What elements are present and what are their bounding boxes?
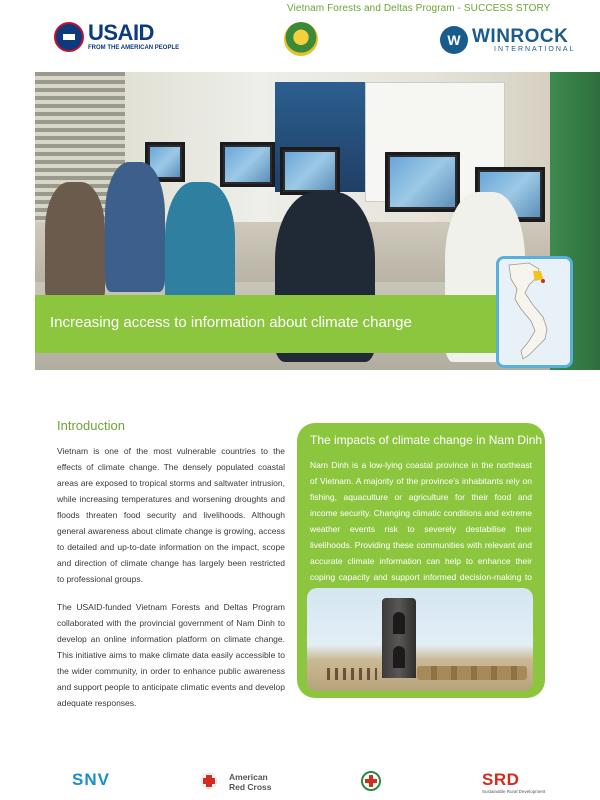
american-red-cross-logo: American Red Cross [229,772,272,792]
usaid-tagline: FROM THE AMERICAN PEOPLE [88,45,180,51]
winrock-logo [440,26,580,56]
impact-box-title: The impacts of climate change in Nam Dinh [310,433,543,447]
government-emblem-icon [284,22,318,56]
usaid-logo [54,20,180,56]
story-title: Increasing access to information about climate change [50,314,412,331]
impact-box-body: Nam Dinh is a low-lying coastal province in the northeast of Vietnam. A majority of the province’s inhabitants rely on fishing, aquaculture or agriculture for their food and income security. Changing climatic conditions and extreme weather events risk to severely destabilise their livelihoods. Providing these communities with relevant and accurate climate information can help to enhance their coping capacity and support informed decision-making to [310,460,532,582]
winrock-subtitle: INTERNATIONAL [494,46,576,53]
snv-logo: SNV [72,770,110,789]
vietnam-map-icon [499,259,570,365]
vietnam-map [496,256,573,368]
program-tag: Vietnam Forests and Deltas Program - SUCCESS STORY [287,3,551,14]
church-photo [307,588,533,691]
usaid-seal-icon [54,22,84,52]
winrock-wordmark: WINROCK [472,26,569,47]
srd-subtitle: Sustainable Rural Development [482,789,546,794]
intro-paragraph: Vietnam is one of the most vulnerable countries to the effects of climate change. The densely populated coastal areas are exposed to tropical storms and saltwater intrusion, while increasing temperatures and worsening droughts and floods threaten food security and livelihoods. Although general awareness about climate change is growing, access to detailed and up-to-date information on the impact, scope and direction of climate change has largely been restricted to professional groups. [57,446,285,584]
vietnam-red-cross-icon [361,771,381,791]
srd-logo: SRD [482,770,520,789]
winrock-mark-icon: W [440,26,468,54]
intro-paragraph: The USAID-funded Vietnam Forests and Deltas Program collaborated with the provincial government of Nam Dinh to develop an online information platform on climate change. This initiative aims to make climate data easily accessible to the wider community, in order to enhance public awareness and support people to anticipate climatic events and develop adequate responses. [57,602,285,708]
red-cross-icon [201,773,217,789]
usaid-wordmark: USAID [88,20,154,45]
page-header [0,0,600,72]
intro-heading: Introduction [57,418,125,433]
